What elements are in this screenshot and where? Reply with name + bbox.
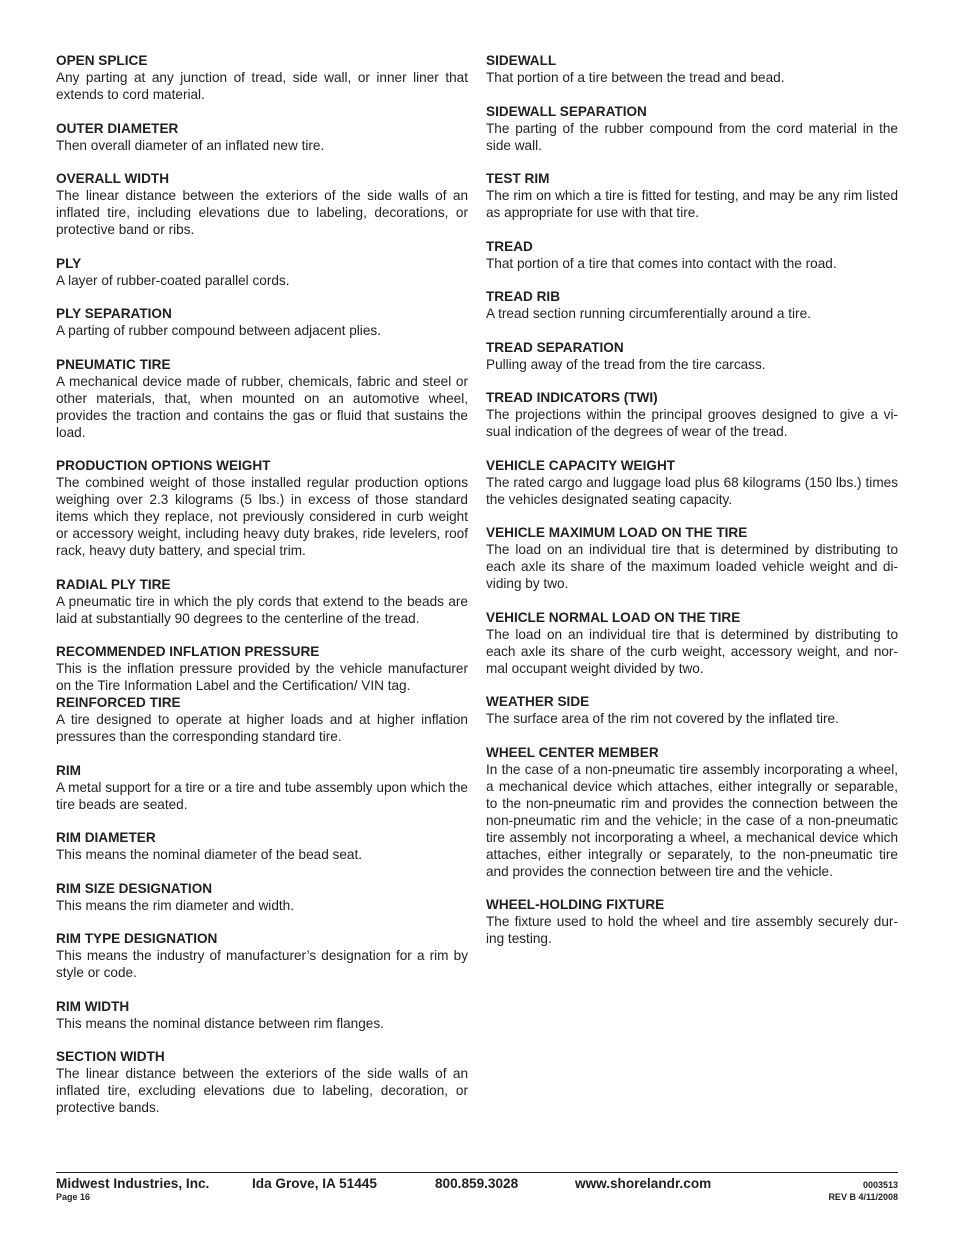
term-production-options-weight: PRODUCTION OPTIONS WEIGHT [56,458,271,473]
glossary-entry-vehicle-maximum-load [486,524,898,592]
term-section-width: SECTION WIDTH [56,1049,165,1064]
glossary-entry-wheel-holding-fixture [486,896,898,947]
definition-pneumatic-tire: A mechanical device made of rubber, chemicals, fabric and steel or other materials, that, when mounted on an automotive wheel, provides the traction and contains the gas or fluid that sustains the load. [56,373,468,440]
definition-tread-indicators: The projections within the principal grooves designed to give a vi- sual indication of the degrees of wear of the tread. [486,407,898,439]
glossary-entry-test-rim [486,170,898,221]
glossary-entry-rim-type-designation [56,930,468,981]
term-tread-separation: TREAD SEPARATION [486,339,624,355]
glossary-entry-pneumatic-tire [56,356,468,441]
glossary-entry-ply-separation [56,305,468,339]
footer-website: www.shorelandr.com [575,1176,712,1191]
definition-section-width: The linear distance between the exteriors of the side walls of an inflated tire, excluding elevations due to labeling, decoration, or protective bands. [56,1066,468,1115]
term-ply-separation: PLY SEPARATION [56,306,172,321]
left-column [56,52,468,1133]
term-outer-diameter: OUTER DIAMETER [56,120,179,136]
term-sidewall: SIDEWALL [486,53,557,68]
glossary-entry-sidewall-separation [486,103,898,154]
glossary-entry-rim [56,762,468,813]
glossary-entry-wheel-center-member [486,744,898,880]
definition-production-options-weight: The combined weight of those installed regular production options weighing over 2.3 kilograms (5 lbs.) in excess of those standard items which they replace, not previously considered in curb weight or accessory weight, including heavy duty brakes, ride levelers, roof rack, heavy duty battery, and special trim. [56,475,468,558]
definition-outer-diameter: Then overall diameter of an inflated new tire. [56,137,325,153]
definition-rim-type-designation: This means the industry of manufacturer’s designation for a rim by style or code. [56,948,468,980]
term-rim-size-designation: RIM SIZE DESIGNATION [56,880,213,896]
page-number: Page 16 [56,1192,91,1202]
glossary-entry-weather-side [486,693,898,727]
glossary-entry-ply [56,255,468,289]
glossary-entry-vehicle-capacity-weight [486,457,898,508]
footer-phone: 800.859.3028 [435,1176,519,1191]
glossary-entry-section-width [56,1048,468,1116]
definition-radial-ply-tire: A pneumatic tire in which the ply cords that extend to the beads are laid at substantially 90 degrees to the centerline of the tread. [56,593,468,626]
glossary-entry-production-options-weight [56,457,468,559]
term-overall-width: OVERALL WIDTH [56,171,170,186]
glossary-entry-tread-separation [486,339,898,373]
term-rim-width: RIM WIDTH [56,998,130,1014]
footer-divider [56,1172,898,1173]
definition-tread-separation: Pulling away of the tread from the tire carcass. [486,356,766,372]
term-sidewall-separation: SIDEWALL SEPARATION [486,103,647,119]
glossary-entry-reinforced-tire [56,694,468,745]
definition-overall-width: The linear distance between the exteriors of the side walls of an inflated tire, including elevations due to labeling, decorations, or protective band or ribs. [56,188,468,237]
definition-rim-width: This means the nominal distance between rim flanges. [56,1015,384,1031]
term-rim-type-designation: RIM TYPE DESIGNATION [56,931,218,946]
definition-weather-side: The surface area of the rim not covered by the inflated tire. [486,711,839,726]
definition-test-rim: The rim on which a tire is fitted for testing, and may be any rim listed as appropriate for use with that tire. [486,188,898,220]
glossary-entry-radial-ply-tire [56,576,468,627]
glossary-entry-recommended-inflation-pressure [56,643,468,694]
term-radial-ply-tire: RADIAL PLY TIRE [56,576,171,592]
definition-open-splice: Any parting at any junction of tread, side wall, or inner liner that extends to cord material. [56,70,468,102]
glossary-entry-tread-indicators [486,389,898,440]
definition-ply: A layer of rubber-coated parallel cords. [56,272,290,288]
term-test-rim: TEST RIM [486,171,550,186]
glossary-entry-open-splice [56,52,468,103]
revision-label: REV B 4/11/2008 [828,1192,898,1202]
glossary-entry-tread-rib [486,288,898,322]
glossary-entry-overall-width [56,170,468,238]
definition-vehicle-capacity-weight: The rated cargo and luggage load plus 68 kilograms (150 lbs.) times the vehicles designated seating capacity. [486,474,898,507]
footer-company: Midwest Industries, Inc. [56,1176,210,1191]
term-tread-indicators: TREAD INDICATORS (TWI) [486,390,658,405]
term-pneumatic-tire: PNEUMATIC TIRE [56,356,171,372]
definition-recommended-inflation-pressure: This is the inflation pressure provided by the vehicle manufacturer on the Tire Information Label and the Certification/ VIN tag. [56,661,468,693]
term-tread: TREAD [486,238,533,254]
definition-tread: That portion of a tire that comes into contact with the road. [486,255,837,271]
definition-reinforced-tire: A tire designed to operate at higher loads and at higher inflation pressures than the corresponding standard tire. [56,712,468,744]
term-open-splice: OPEN SPLICE [56,53,148,68]
term-weather-side: WEATHER SIDE [486,694,590,709]
glossary-entry-tread [486,238,898,272]
glossary-entry-rim-width [56,998,468,1032]
definition-ply-separation: A parting of rubber compound between adjacent plies. [56,323,381,338]
term-vehicle-maximum-load: VEHICLE MAXIMUM LOAD ON THE TIRE [486,525,748,540]
definition-wheel-holding-fixture: The fixture used to hold the wheel and tire assembly securely dur- ing testing. [486,914,898,946]
definition-sidewall: That portion of a tire between the tread and bead. [486,70,785,85]
term-rim: RIM [56,762,81,778]
term-recommended-inflation-pressure: RECOMMENDED INFLATION PRESSURE [56,644,320,659]
definition-vehicle-maximum-load: The load on an individual tire that is determined by distributing to each axle its share of the maximum loaded vehicle weight and di- viding by two. [486,542,898,591]
definition-vehicle-normal-load: The load on an individual tire that is determined by distributing to each axle its share of the curb weight, accessory weight, and nor- mal occupant weight divided by two. [486,626,898,676]
term-rim-diameter: RIM DIAMETER [56,830,156,845]
definition-tread-rib: A tread section running circumferentially around a tire. [486,306,811,321]
footer-city: Ida Grove, IA 51445 [252,1176,377,1191]
glossary-entry-outer-diameter [56,120,468,154]
term-vehicle-normal-load: VEHICLE NORMAL LOAD ON THE TIRE [486,609,741,625]
definition-sidewall-separation: The parting of the rubber compound from the cord material in the side wall. [486,120,898,153]
glossary-entry-rim-diameter [56,829,468,863]
term-tread-rib: TREAD RIB [486,289,561,304]
glossary-entry-sidewall [486,52,898,86]
definition-rim-size-designation: This means the rim diameter and width. [56,897,294,913]
right-column [486,52,898,964]
term-ply: PLY [56,255,82,271]
definition-wheel-center-member: In the case of a non-pneumatic tire assembly incorporating a wheel, a mechanical device which attaches, either integrally or separable, to the non-pneumatic rim and provides the connection between the non-pneumatic rim and the vehicle; in the case of a non-pneumatic tire assembly not incorporating a wheel, a mechanical device which attaches, either integrally or separately, to the non-pneumatic tire and provides the connection between tire and the vehicle. [486,761,898,879]
term-vehicle-capacity-weight: VEHICLE CAPACITY WEIGHT [486,457,676,473]
document-number: 0003513 [862,1180,898,1190]
term-wheel-holding-fixture: WHEEL-HOLDING FIXTURE [486,897,665,912]
term-reinforced-tire: REINFORCED TIRE [56,695,181,710]
term-wheel-center-member: WHEEL CENTER MEMBER [486,744,659,760]
definition-rim-diameter: This means the nominal diameter of the bead seat. [56,847,363,862]
glossary-entry-vehicle-normal-load [486,609,898,677]
glossary-entry-rim-size-designation [56,880,468,914]
definition-rim: A metal support for a tire or a tire and tube assembly upon which the tire beads are seated. [56,779,468,812]
